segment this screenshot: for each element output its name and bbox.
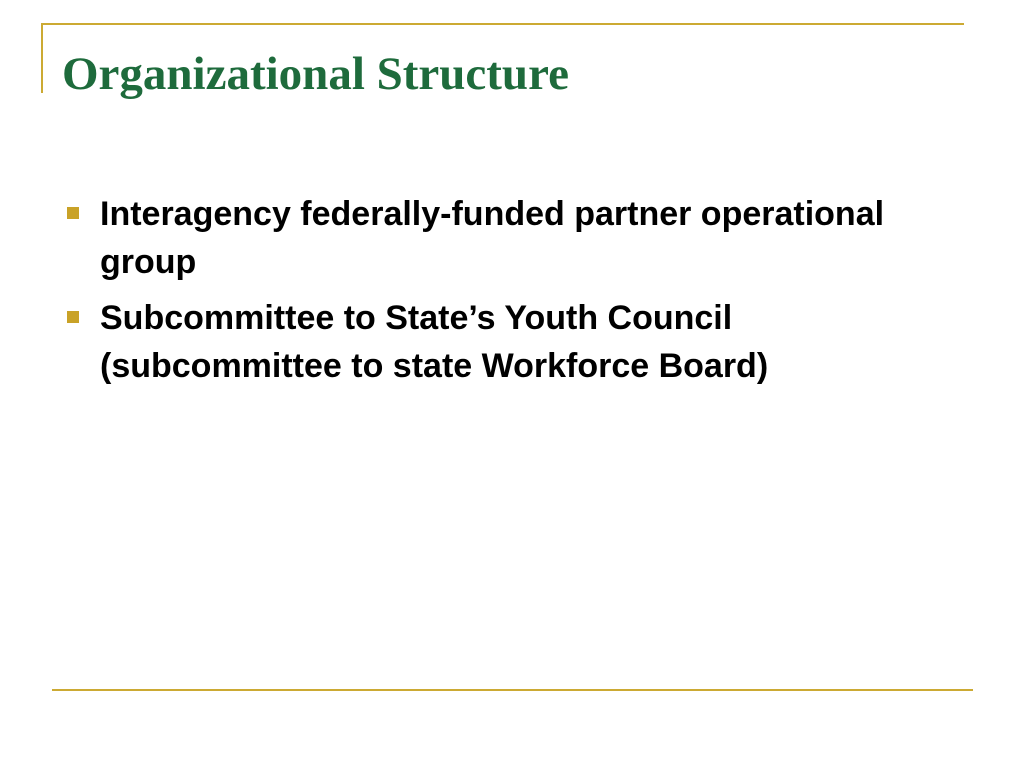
bullet-text: Subcommittee to State’s Youth Council (subcommittee to state Workforce Board) — [100, 299, 769, 385]
bullet-item — [62, 294, 962, 390]
left-rule — [41, 23, 43, 93]
top-rule — [41, 23, 964, 25]
bottom-rule — [52, 689, 973, 691]
bullet-list — [62, 190, 962, 398]
bullet-text: Interagency federally-funded partner operational group — [100, 195, 885, 281]
square-bullet-icon — [67, 311, 79, 323]
slide-title: Organizational Structure — [62, 48, 569, 100]
bullet-item — [62, 190, 962, 286]
square-bullet-icon — [67, 207, 79, 219]
